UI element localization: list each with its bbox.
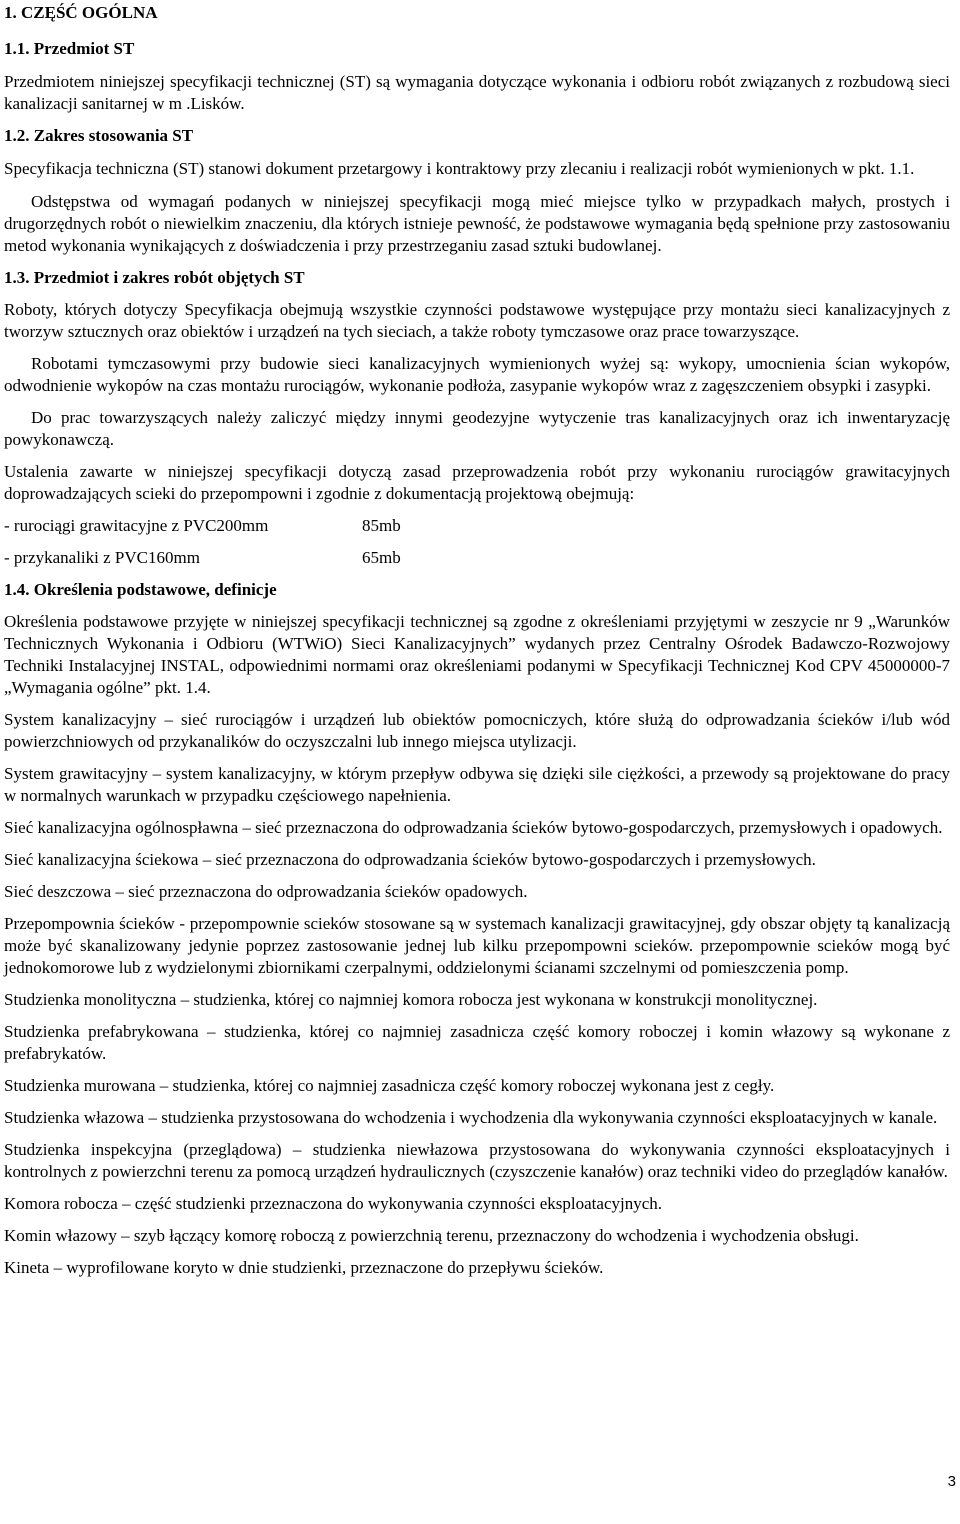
definition-paragraph: Przepompownia ścieków - przepompownie scieków stosowane są w systemach kanalizacji grawitacyjnej, gdy obszar objęty tą kanalizacją może być skanalizowany jedynie poprzez zastosowanie jednej lub kilku przepompowni scieków. przepompownie scieków mogą być jednokomorowe lub z wydzielonymi zbiornikami czerpalnymi, oddzielonymi ścianami szczelnymi od pomieszczenia pomp. bbox=[4, 914, 950, 977]
definition-paragraph: Studzienka murowana – studzienka, której co najmniej zasadnicza część komory roboczej wykonana jest z cegły. bbox=[4, 1076, 775, 1095]
list-item-qty: 85mb bbox=[362, 516, 401, 535]
heading-przedmiot-zakres-robot: 1.3. Przedmiot i zakres robót objętych ST bbox=[4, 268, 305, 287]
definition-paragraph: Komin włazowy – szyb łączący komorę roboczą z powierzchnią terenu, przeznaczony do wchodzenia i wychodzenia obsługi. bbox=[4, 1226, 859, 1245]
paragraph-prace-towarzyszace: Do prac towarzyszących należy zaliczyć między innymi geodezyjne wytyczenie tras kanalizacyjnych oraz ich inwentaryzację powykonawczą. bbox=[4, 408, 950, 449]
paragraph-zakres: Specyfikacja techniczna (ST) stanowi dokument przetargowy i kontraktowy przy zlecaniu i realizacji robót wymienionych w pkt. 1.1. bbox=[4, 159, 915, 178]
heading-zakres-stosowania: 1.2. Zakres stosowania ST bbox=[4, 126, 194, 145]
paragraph-roboty: Roboty, których dotyczy Specyfikacja obejmują wszystkie czynności podstawowe występujące przy montażu sieci kanalizacyjnych z tworzyw sztucznych oraz obiektów i urządzeń na tych sieciach, a także roboty tymczasowe oraz prace towarzyszące. bbox=[4, 300, 950, 341]
definition-paragraph: Studzienka inspekcyjna (przeglądowa) – studzienka niewłazowa przystosowana do wykonywania czynności eksploatacyjnych i kontrolnych z powierzchni terenu za pomocą urządzeń hydraulicznych (czyszczenie kanałów) oraz techniki video do przeglądów kanałów. bbox=[4, 1140, 950, 1181]
definition-paragraph: Studzienka prefabrykowana – studzienka, której co najmniej zasadnicza część komory roboczej i komin włazowy są wykonane z prefabrykatów. bbox=[4, 1022, 950, 1063]
definition-paragraph: Studzienka monolityczna – studzienka, której co najmniej komora robocza jest wykonana w konstrukcji monolitycznej. bbox=[4, 990, 818, 1009]
definition-paragraph: Kineta – wyprofilowane koryto w dnie studzienki, przeznaczone do przepływu ścieków. bbox=[4, 1258, 604, 1277]
list-item-label: - przykanaliki z PVC160mm bbox=[4, 548, 200, 567]
document-page bbox=[4, 0, 950, 1279]
paragraph-roboty-tymczasowe: Robotami tymczasowymi przy budowie sieci kanalizacyjnych wymienionych wyżej są: wykopy, umocnienia ścian wykopów, odwodnienie wykopów na czas montażu rurociągów, wykonanie podłoża, zasypanie wykopów wraz z zagęszczeniem obsypki i zasypki. bbox=[4, 354, 950, 395]
definition-paragraph: Sieć kanalizacyjna ogólnospławna – sieć przeznaczona do odprowadzania ścieków bytowo-gospodarczych, przemysłowych i opadowych. bbox=[4, 818, 943, 837]
heading-przedmiot-st: 1.1. Przedmiot ST bbox=[4, 39, 135, 58]
list-item bbox=[4, 547, 950, 569]
list-item-label: - rurociągi grawitacyjne z PVC200mm bbox=[4, 516, 269, 535]
definition-paragraph: Sieć deszczowa – sieć przeznaczona do odprowadzania ścieków opadowych. bbox=[4, 882, 528, 901]
definition-paragraph: Studzienka włazowa – studzienka przystosowana do wchodzenia i wychodzenia dla wykonywania czynności eksploatacyjnych w kanale. bbox=[4, 1108, 938, 1127]
definition-paragraph: System grawitacyjny – system kanalizacyjny, w którym przepływ odbywa się dzięki sile ciężkości, a przewody są projektowane do pracy w normalnych warunkach w przypadku częściowego napełnienia. bbox=[4, 764, 950, 805]
list-item bbox=[4, 515, 950, 537]
list-item-qty: 65mb bbox=[362, 548, 401, 567]
paragraph-ustalenia: Ustalenia zawarte w niniejszej specyfikacji dotyczą zasad przeprowadzenia robót przy wykonaniu rurociągów grawitacyjnych doprowadzających scieki do przepompowni i zgodnie z dokumentacją projektową obejmują: bbox=[4, 462, 950, 503]
heading-czesc-ogolna: 1. CZĘŚĆ OGÓLNA bbox=[4, 3, 158, 22]
definition-paragraph: Określenia podstawowe przyjęte w niniejszej specyfikacji technicznej są zgodne z określeniami przyjętymi w zeszycie nr 9 „Warunków Technicznych Wykonania i Odbioru (WTWiO) Sieci Kanalizacyjnych” wydanych przez Centralny Ośrodek Badawczo-Rozwojowy Techniki Instalacyjnej INSTAL, odpowiednimi normami oraz określeniami podanymi w Specyfikacji Technicznej Kod CPV 45000000-7 „Wymagania ogólne” pkt. 1.4. bbox=[4, 612, 950, 697]
paragraph-przedmiot: Przedmiotem niniejszej specyfikacji technicznej (ST) są wymagania dotyczące wykonania i odbioru robót związanych z rozbudową sieci kanalizacji sanitarnej w m .Lisków. bbox=[4, 72, 950, 113]
definition-paragraph: System kanalizacyjny – sieć rurociągów i urządzeń lub obiektów pomocniczych, które służą do odprowadzania ścieków i/lub wód powierzchniowych od przykanalików do oczyszczalni lub innego miejsca utylizacji. bbox=[4, 710, 950, 751]
definition-paragraph: Sieć kanalizacyjna ściekowa – sieć przeznaczona do odprowadzania ścieków bytowo-gospodarczych i przemysłowych. bbox=[4, 850, 816, 869]
paragraph-odstepstwa: Odstępstwa od wymagań podanych w niniejszej specyfikacji mogą mieć miejsce tylko w przypadkach małych, prostych i drugorzędnych robót o niewielkim znaczeniu, dla których istnieje pewność, że podstawowe wymagania będą spełnione przy zastosowaniu metod wykonania wynikających z doświadczenia i przy przestrzeganiu zasad sztuki budowlanej. bbox=[4, 192, 950, 255]
page-number: 3 bbox=[947, 1473, 956, 1490]
heading-okreslenia: 1.4. Określenia podstawowe, definicje bbox=[4, 580, 277, 599]
definition-paragraph: Komora robocza – część studzienki przeznaczona do wykonywania czynności eksploatacyjnych. bbox=[4, 1194, 663, 1213]
